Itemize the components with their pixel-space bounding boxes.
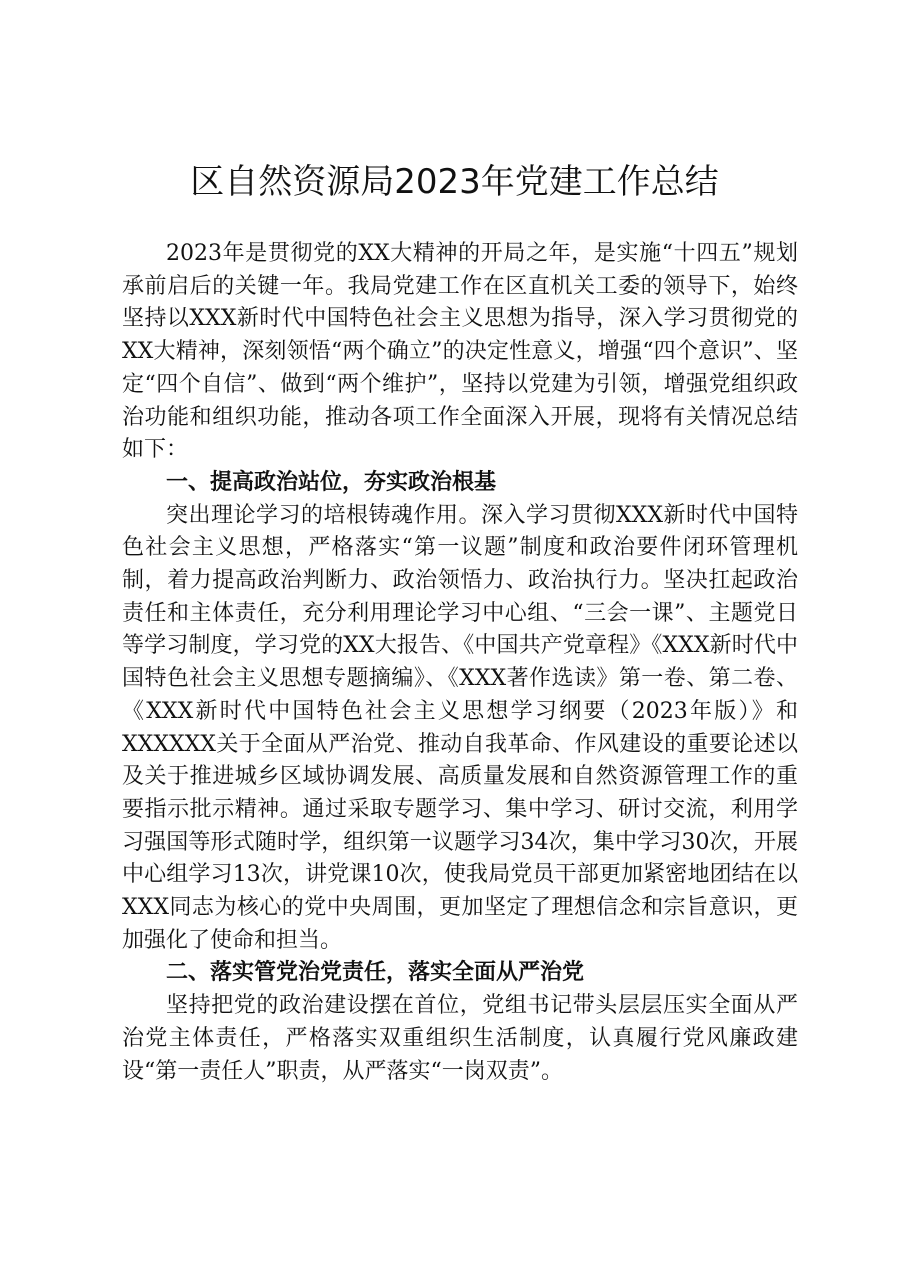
document-body bbox=[122, 238, 798, 1088]
intro-paragraph: 2023年是贯彻党的XX大精神的开局之年，是实施“十四五”规划承前启后的关键一年。我局党建工作在区直机关工委的领导下，始终坚持以XXX新时代中国特色社会主义思想为指导，深入学习贯彻党的XX大精神，深刻领悟“两个确立”的决定性意义，增强“四个意识”、坚定“四个自信”、做到“两个维护”，坚持以党建为引领，增强党组织政治功能和组织功能，推动各项工作全面深入开展，现将有关情况总结如下： bbox=[122, 241, 798, 463]
document-title: 区自然资源局2023年党建工作总结 bbox=[190, 162, 719, 202]
section-paragraph-2: 坚持把党的政治建设摆在首位，党组书记带头层层压实全面从严治党主体责任，严格落实双重组织生活制度，认真履行党风廉政建设“第一责任人”职责，从严落实“一岗双责”。 bbox=[122, 993, 798, 1084]
section-heading-2: 二、落实管党治党责任，落实全面从严治党 bbox=[166, 960, 585, 986]
section-heading-1: 一、提高政治站位，夯实政治根基 bbox=[166, 469, 497, 495]
section-paragraph-1: 突出理论学习的培根铸魂作用。深入学习贯彻XXX新时代中国特色社会主义思想，严格落实“第一议题”制度和政治要件闭环管理机制，着力提高政治判断力、政治领悟力、政治执行力。坚决扛起政治责任和主体责任，充分利用理论学习中心组、“三会一课”、主题党日等学习制度，学习党的XX大报告、《中国共产党章程》《XXX新时代中国特色社会主义思想专题摘编》、《XXX著作选读》第一卷、第二卷、《XXX新时代中国特色社会主义思想学习纲要（2023年版）》和XXXXXX关于全面从严治党、推动自我革命、作风建设的重要论述以及关于推进城乡区域协调发展、高质量发展和自然资源管理工作的重要指示批示精神。通过采取专题学习、集中学习、研讨交流，利用学习强国等形式随时学，组织第一议题学习34次，集中学习30次，开展中心组学习13次，讲党课10次，使我局党员干部更加紧密地团结在以XXX同志为核心的党中央周围，更加坚定了理想信念和宗旨意识，更加强化了使命和担当。 bbox=[122, 502, 798, 953]
